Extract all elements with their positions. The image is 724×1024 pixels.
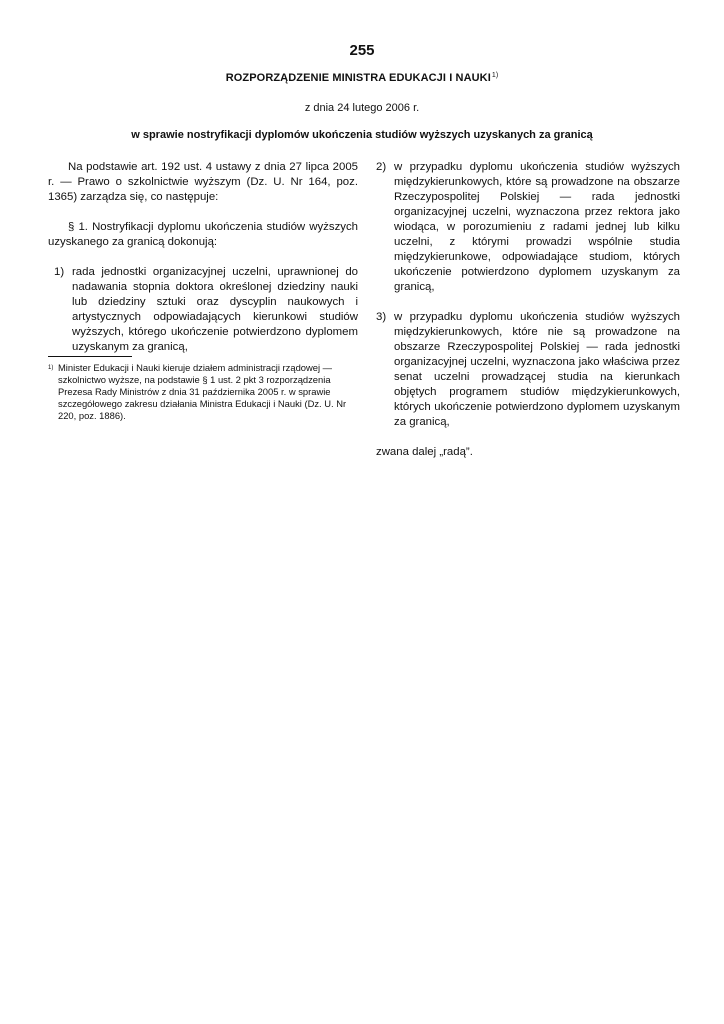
- list-item-3-number: 3): [376, 311, 387, 323]
- right-column: [376, 160, 680, 460]
- list-item-2-number: 2): [376, 161, 387, 173]
- page-number: 255: [349, 42, 375, 59]
- list-item-2: [376, 160, 680, 295]
- document-subject: w sprawie nostryfikacji dyplomów ukończenia studiów wyższych uzyskanych za granicą: [131, 129, 593, 141]
- left-column: [48, 160, 358, 355]
- footnote: [48, 362, 354, 422]
- closing-line: zwana dalej „radą”.: [376, 446, 473, 458]
- legal-basis-paragraph: Na podstawie art. 192 ust. 4 ustawy z dnia 27 lipca 2005 r. — Prawo o szkolnictwie wyższym (Dz. U. Nr 164, poz. 1365) zarządza się, co następuje:: [48, 161, 358, 203]
- document-title: [0, 72, 724, 84]
- list-item-3: [376, 310, 680, 430]
- list-item-1-text: rada jednostki organizacyjnej uczelni, uprawnionej do nadawania stopnia doktora określonej dziedziny nauki lub dziedziny sztuki oraz dyscyplin naukowych i artystycznych odpowiadających kierunkowi studiów wyższych, którego ukończenie potwierdzono dyplomem uzyskanym za granicą,: [72, 266, 358, 353]
- list-item-1-number: 1): [54, 266, 65, 278]
- footnote-divider: [48, 356, 132, 357]
- section-1-paragraph: § 1. Nostryfikacji dyplomu ukończenia studiów wyższych uzyskanego za granicą dokonują:: [48, 221, 358, 248]
- list-item-3-text: w przypadku dyplomu ukończenia studiów wyższych międzykierunkowych, które nie są prowadzone na obszarze Rzeczypospolitej Polskiej — rada jednostki organizacyjnej uczelni, wyznaczona jako właściwa przez senat uczelni prowadzącej studia na kierunkach objętych programem studiów międzykierunkowych, których ukończenie potwierdzono dyplomem uzyskanym za granicą,: [394, 311, 680, 428]
- footnote-text: Minister Edukacji i Nauki kieruje działem administracji rządowej — szkolnictwo wyższe, na podstawie § 1 ust. 2 pkt 3 rozporządzenia Prezesa Rady Ministrów z dnia 31 października 2005 r. w sprawie szczegółowego zakresu działania Ministra Edukacji i Nauki (Dz. U. Nr 220, poz. 1886).: [58, 362, 347, 421]
- title-footnote-mark: 1): [491, 72, 499, 79]
- document-date: z dnia 24 lutego 2006 r.: [304, 102, 420, 114]
- document-title-text: ROZPORZĄDZENIE MINISTRA EDUKACJI I NAUKI: [225, 72, 491, 84]
- list-item-2-text: w przypadku dyplomu ukończenia studiów wyższych międzykierunkowych, które są prowadzone na obszarze Rzeczypospolitej Polskiej — rada jednostki organizacyjnej uczelni, wyznaczona przez rektora jako wiodąca, w porozumieniu z radami jednej lub kilku uczelni, z którymi prowadzi wspólnie studia międzykierunkowe, odpowiadające studiom, których ukończenie potwierdzono dyplomem uzyskanym za granicą,: [394, 161, 680, 293]
- footnote-mark: 1): [48, 365, 54, 371]
- list-item-1: [48, 265, 358, 355]
